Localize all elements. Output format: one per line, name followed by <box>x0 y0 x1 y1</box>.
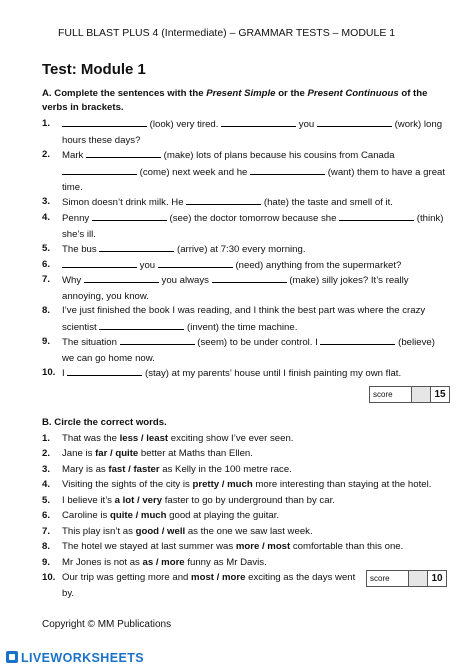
option-choice[interactable]: fast / faster <box>108 464 160 475</box>
item-number: 9. <box>42 336 51 347</box>
item-number: 1. <box>42 433 51 444</box>
answer-blank[interactable] <box>320 334 395 345</box>
list-item: This play isn’t as good / well as the one we saw last week. <box>62 526 313 537</box>
option-choice[interactable]: far / quite <box>95 448 139 459</box>
item-number: 10. <box>42 572 56 583</box>
item-number: 8. <box>42 305 51 316</box>
list-item: The situation (seem) to be under control. I (believe) we can go home now. <box>62 334 447 366</box>
answer-blank[interactable] <box>62 257 137 268</box>
item-number: 9. <box>42 557 51 568</box>
list-item: I believe it’s a lot / very faster to go by underground than by car. <box>62 495 335 506</box>
option-choice[interactable]: quite / much <box>110 510 167 521</box>
list-item: Why you always (make) silly jokes? It’s really annoying, you know. <box>62 272 447 304</box>
list-item: (look) very tired. you (work) long hours these days? <box>62 116 447 148</box>
copyright-text: Copyright © MM Publications <box>42 619 172 630</box>
section-b-instruction: B. Circle the correct words. <box>42 417 167 428</box>
option-choice[interactable]: more / most <box>235 541 291 552</box>
option-choice[interactable]: good / well <box>135 526 186 537</box>
list-item: The hotel we stayed at last summer was more / most comfortable than this one. <box>62 541 404 552</box>
answer-blank[interactable] <box>317 116 392 127</box>
answer-blank[interactable] <box>84 272 159 283</box>
section-b-score-box <box>366 570 447 587</box>
score-total: 15 <box>434 389 446 400</box>
list-item: Visiting the sights of the city is pretty / much more interesting than staying at the hotel. <box>62 479 432 490</box>
list-item: Jane is far / quite better at Maths than Ellen. <box>62 448 253 459</box>
answer-blank[interactable] <box>120 334 195 345</box>
answer-blank[interactable] <box>62 164 137 175</box>
item-number: 10. <box>42 367 56 378</box>
item-number: 3. <box>42 196 51 207</box>
option-choice[interactable]: less / least <box>119 433 169 444</box>
option-choice[interactable]: pretty / much <box>192 479 253 490</box>
item-number: 5. <box>42 243 51 254</box>
score-label: score <box>370 387 412 402</box>
logo-icon <box>6 651 18 663</box>
list-item: Mark (make) lots of plans because his cousins from Canada (come) next week and he (want) them to have a great time. <box>62 147 447 196</box>
list-item: Penny (see) the doctor tomorrow because she (think) she’s ill. <box>62 210 447 242</box>
list-item: Caroline is quite / much good at playing the guitar. <box>62 510 280 521</box>
score-label: score <box>367 571 409 586</box>
list-item: I (stay) at my parents’ house until I finish painting my own flat. <box>62 365 447 382</box>
score-total: 10 <box>431 573 443 584</box>
answer-blank[interactable] <box>86 147 161 158</box>
liveworksheets-logo[interactable] <box>6 651 144 665</box>
test-title: Test: Module 1 <box>42 61 146 78</box>
list-item: Mary is as fast / faster as Kelly in the 100 metre race. <box>62 464 292 475</box>
answer-blank[interactable] <box>186 194 261 205</box>
list-item: I’ve just finished the book I was reading, and I think the best part was where the crazy scientist (invent) the time machine. <box>62 305 426 333</box>
option-choice[interactable]: as / more <box>142 557 185 568</box>
list-item: Our trip was getting more and most / more exciting as the days went by. <box>62 572 356 599</box>
answer-blank[interactable] <box>250 164 325 175</box>
item-number: 6. <box>42 510 51 521</box>
list-item: That was the less / least exciting show I’ve ever seen. <box>62 433 294 444</box>
item-number: 7. <box>42 274 51 285</box>
item-number: 4. <box>42 212 51 223</box>
answer-blank[interactable] <box>67 365 142 376</box>
option-choice[interactable]: a lot / very <box>114 495 163 506</box>
option-choice[interactable]: most / more <box>191 572 246 583</box>
answer-blank[interactable] <box>221 116 296 127</box>
answer-blank[interactable] <box>62 116 147 127</box>
item-number: 3. <box>42 464 51 475</box>
answer-blank[interactable] <box>212 272 287 283</box>
answer-blank[interactable] <box>99 241 174 252</box>
list-item: Simon doesn’t drink milk. He (hate) the taste and smell of it. <box>62 194 447 211</box>
score-input <box>412 387 431 402</box>
section-a-score-box <box>369 386 450 403</box>
logo-text: LIVEWORKSHEETS <box>21 651 144 665</box>
answer-blank[interactable] <box>92 210 167 221</box>
score-input <box>409 571 428 586</box>
item-number: 6. <box>42 259 51 270</box>
list-item: The bus (arrive) at 7:30 every morning. <box>62 241 447 258</box>
item-number: 7. <box>42 526 51 537</box>
answer-blank[interactable] <box>99 319 184 330</box>
list-item: Mr Jones is not as as / more funny as Mr Davis. <box>62 557 267 568</box>
item-number: 8. <box>42 541 51 552</box>
item-number: 2. <box>42 448 51 459</box>
page-header: FULL BLAST PLUS 4 (Intermediate) – GRAMMAR TESTS – MODULE 1 <box>58 27 396 39</box>
answer-blank[interactable] <box>339 210 414 221</box>
item-number: 5. <box>42 495 51 506</box>
list-item: you (need) anything from the supermarket? <box>62 257 447 274</box>
answer-blank[interactable] <box>158 257 233 268</box>
item-number: 4. <box>42 479 51 490</box>
section-a-instruction: A. Complete the sentences with the Present Simple or the Present Continuous of the verbs in brackets. <box>42 88 428 113</box>
item-number: 1. <box>42 118 51 129</box>
item-number: 2. <box>42 149 51 160</box>
